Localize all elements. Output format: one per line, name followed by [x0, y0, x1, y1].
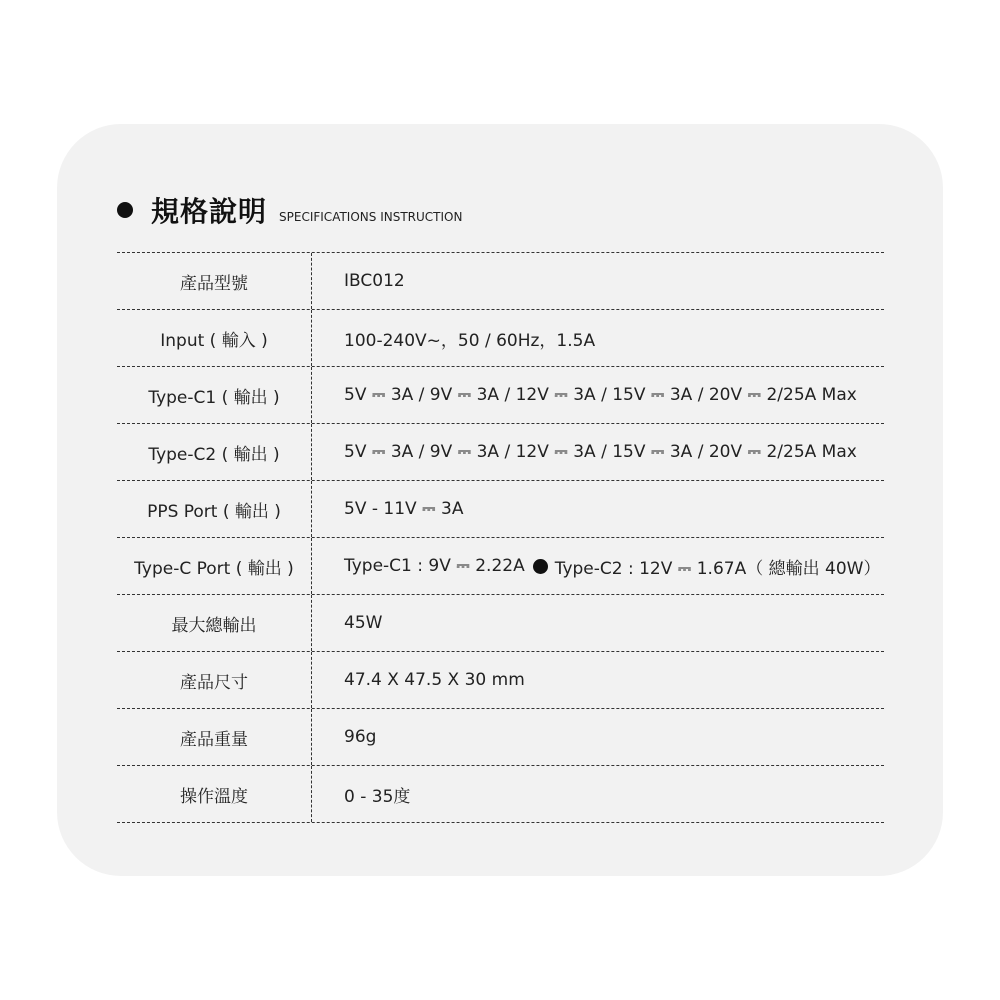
spec-value: 5V - 11V ⎓ 3A	[344, 499, 464, 519]
spec-label: Input ( 輸入 )	[117, 310, 312, 366]
spec-value-part-b: Type-C2 : 12V ⎓ 1.67A（ 總輸出 40W）	[554, 558, 881, 579]
spec-row-operating-temp	[117, 766, 884, 823]
spec-card	[57, 124, 943, 876]
heading-title-en: SPECIFICATIONS INSTRUCTION	[279, 210, 463, 224]
spec-value	[312, 538, 884, 594]
spec-row-model	[117, 253, 884, 310]
spec-row-weight	[117, 709, 884, 766]
spec-label: 產品重量	[117, 709, 312, 765]
spec-row-type-c-port	[117, 538, 884, 595]
spec-value-part-a: Type-C1 : 9V ⎓ 2.22A	[344, 556, 525, 576]
spec-row-pps-port	[117, 481, 884, 538]
spec-value: 5V ⎓ 3A / 9V ⎓ 3A / 12V ⎓ 3A / 15V ⎓ 3A / 20V ⎓ 2/25A Max	[344, 442, 857, 462]
spec-label: 操作溫度	[117, 766, 312, 822]
spec-row-type-c2	[117, 424, 884, 481]
spec-row-input	[117, 310, 884, 367]
spec-row-dimensions	[117, 652, 884, 709]
spec-label: Type-C Port ( 輸出 )	[117, 538, 312, 594]
spec-label: 產品型號	[117, 253, 312, 309]
spec-value: 45W	[344, 613, 383, 633]
spec-value: IBC012	[344, 271, 405, 291]
spec-row-max-output	[117, 595, 884, 652]
spec-label: PPS Port ( 輸出 )	[117, 481, 312, 537]
spec-table	[117, 252, 884, 823]
spec-label: 最大總輸出	[117, 595, 312, 651]
spec-label: Type-C2 ( 輸出 )	[117, 424, 312, 480]
spec-value: 100-240V~，50 / 60Hz，1.5A	[344, 330, 596, 351]
spec-value: 96g	[344, 727, 377, 747]
heading-title-zh: 規格說明	[151, 195, 268, 228]
spec-value: 0 - 35度	[344, 786, 411, 807]
spec-value: 47.4 X 47.5 X 30 mm	[344, 670, 525, 690]
bullet-dot-icon	[117, 202, 133, 218]
spec-label: Type-C1 ( 輸出 )	[117, 367, 312, 423]
spec-row-type-c1	[117, 367, 884, 424]
bullet-dot-icon	[533, 559, 548, 574]
spec-label: 產品尺寸	[117, 652, 312, 708]
section-heading	[117, 190, 462, 230]
spec-value: 5V ⎓ 3A / 9V ⎓ 3A / 12V ⎓ 3A / 15V ⎓ 3A / 20V ⎓ 2/25A Max	[344, 385, 857, 405]
